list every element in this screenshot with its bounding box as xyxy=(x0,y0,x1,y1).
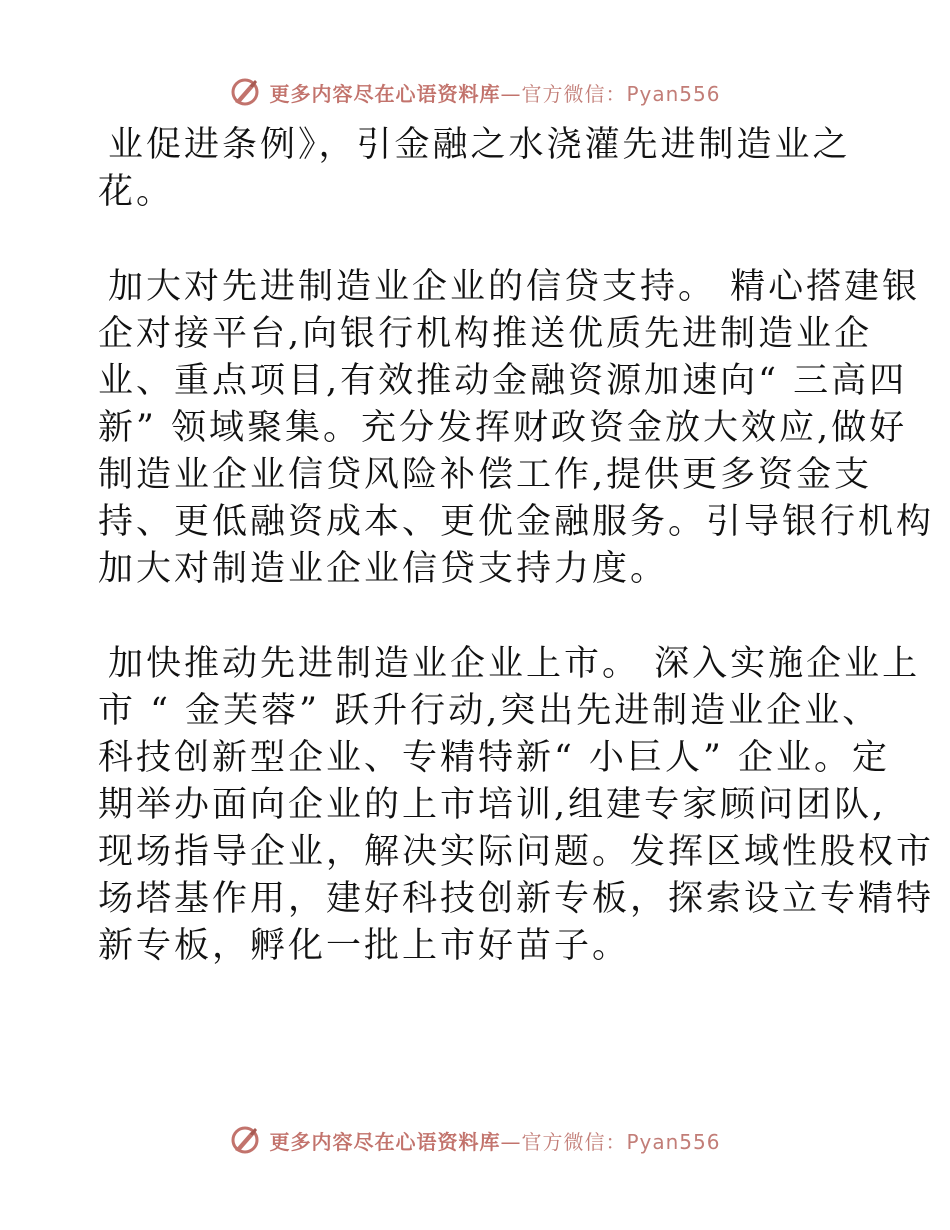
text-line: 业、重点项目,有效推动金融资源加速向“ 三高四 xyxy=(98,361,908,401)
text-line: 花。 xyxy=(98,172,175,212)
text-line: 期举办面向企业的上市培训,组建专家顾问团队, xyxy=(98,785,887,825)
text-line: 加大对制造业企业信贷支持力度。 xyxy=(98,549,669,589)
document-body xyxy=(98,122,935,970)
header-watermark xyxy=(0,72,950,112)
watermark-text xyxy=(269,78,720,107)
text-line: 持、更低融资成本、更优金融服务。引导银行机构 xyxy=(98,502,935,542)
watermark-sub: 官方微信：Pyan556 xyxy=(521,81,721,106)
text-line: 新专板，孵化一批上市好苗子。 xyxy=(98,926,631,966)
text-line: 制造业企业信贷风险补偿工作,提供更多资金支 xyxy=(98,455,873,495)
watermark-text xyxy=(269,1126,720,1155)
text-line: 市 “ 金芙蓉” 跃升行动,突出先进制造业企业、 xyxy=(98,691,881,731)
watermark-main: 更多内容尽在心语资料库 xyxy=(269,1129,501,1154)
text-line: 现场指导企业，解决实际问题。发挥区域性股权市 xyxy=(98,832,935,872)
text-line: 新” 领域聚集。充分发挥财政资金放大效应,做好 xyxy=(98,408,908,448)
text-line: 科技创新型企业、专精特新“ 小巨人” 企业。定 xyxy=(98,738,891,778)
footer-watermark xyxy=(0,1120,950,1160)
watermark-dash: — xyxy=(500,1129,522,1154)
text-line: 加快推动先进制造业企业上市。 深入实施企业上 xyxy=(108,644,921,684)
watermark-sub: 官方微信：Pyan556 xyxy=(521,1129,721,1154)
pen-in-circle-icon xyxy=(229,1124,261,1156)
text-line: 企对接平台,向银行机构推送优质先进制造业企 xyxy=(98,314,873,354)
pen-in-circle-icon xyxy=(229,76,261,108)
paragraph-2 xyxy=(98,264,935,593)
paragraph-1 xyxy=(98,122,850,216)
text-line: 业促进条例》，引金融之水浇灌先进制造业之 xyxy=(108,125,851,165)
text-line: 加大对先进制造业企业的信贷支持。 精心搭建银 xyxy=(108,267,921,307)
text-line: 场塔基作用，建好科技创新专板，探索设立专精特 xyxy=(98,879,935,919)
paragraph-3 xyxy=(98,641,935,970)
watermark-main: 更多内容尽在心语资料库 xyxy=(269,81,501,106)
watermark-dash: — xyxy=(500,81,522,106)
